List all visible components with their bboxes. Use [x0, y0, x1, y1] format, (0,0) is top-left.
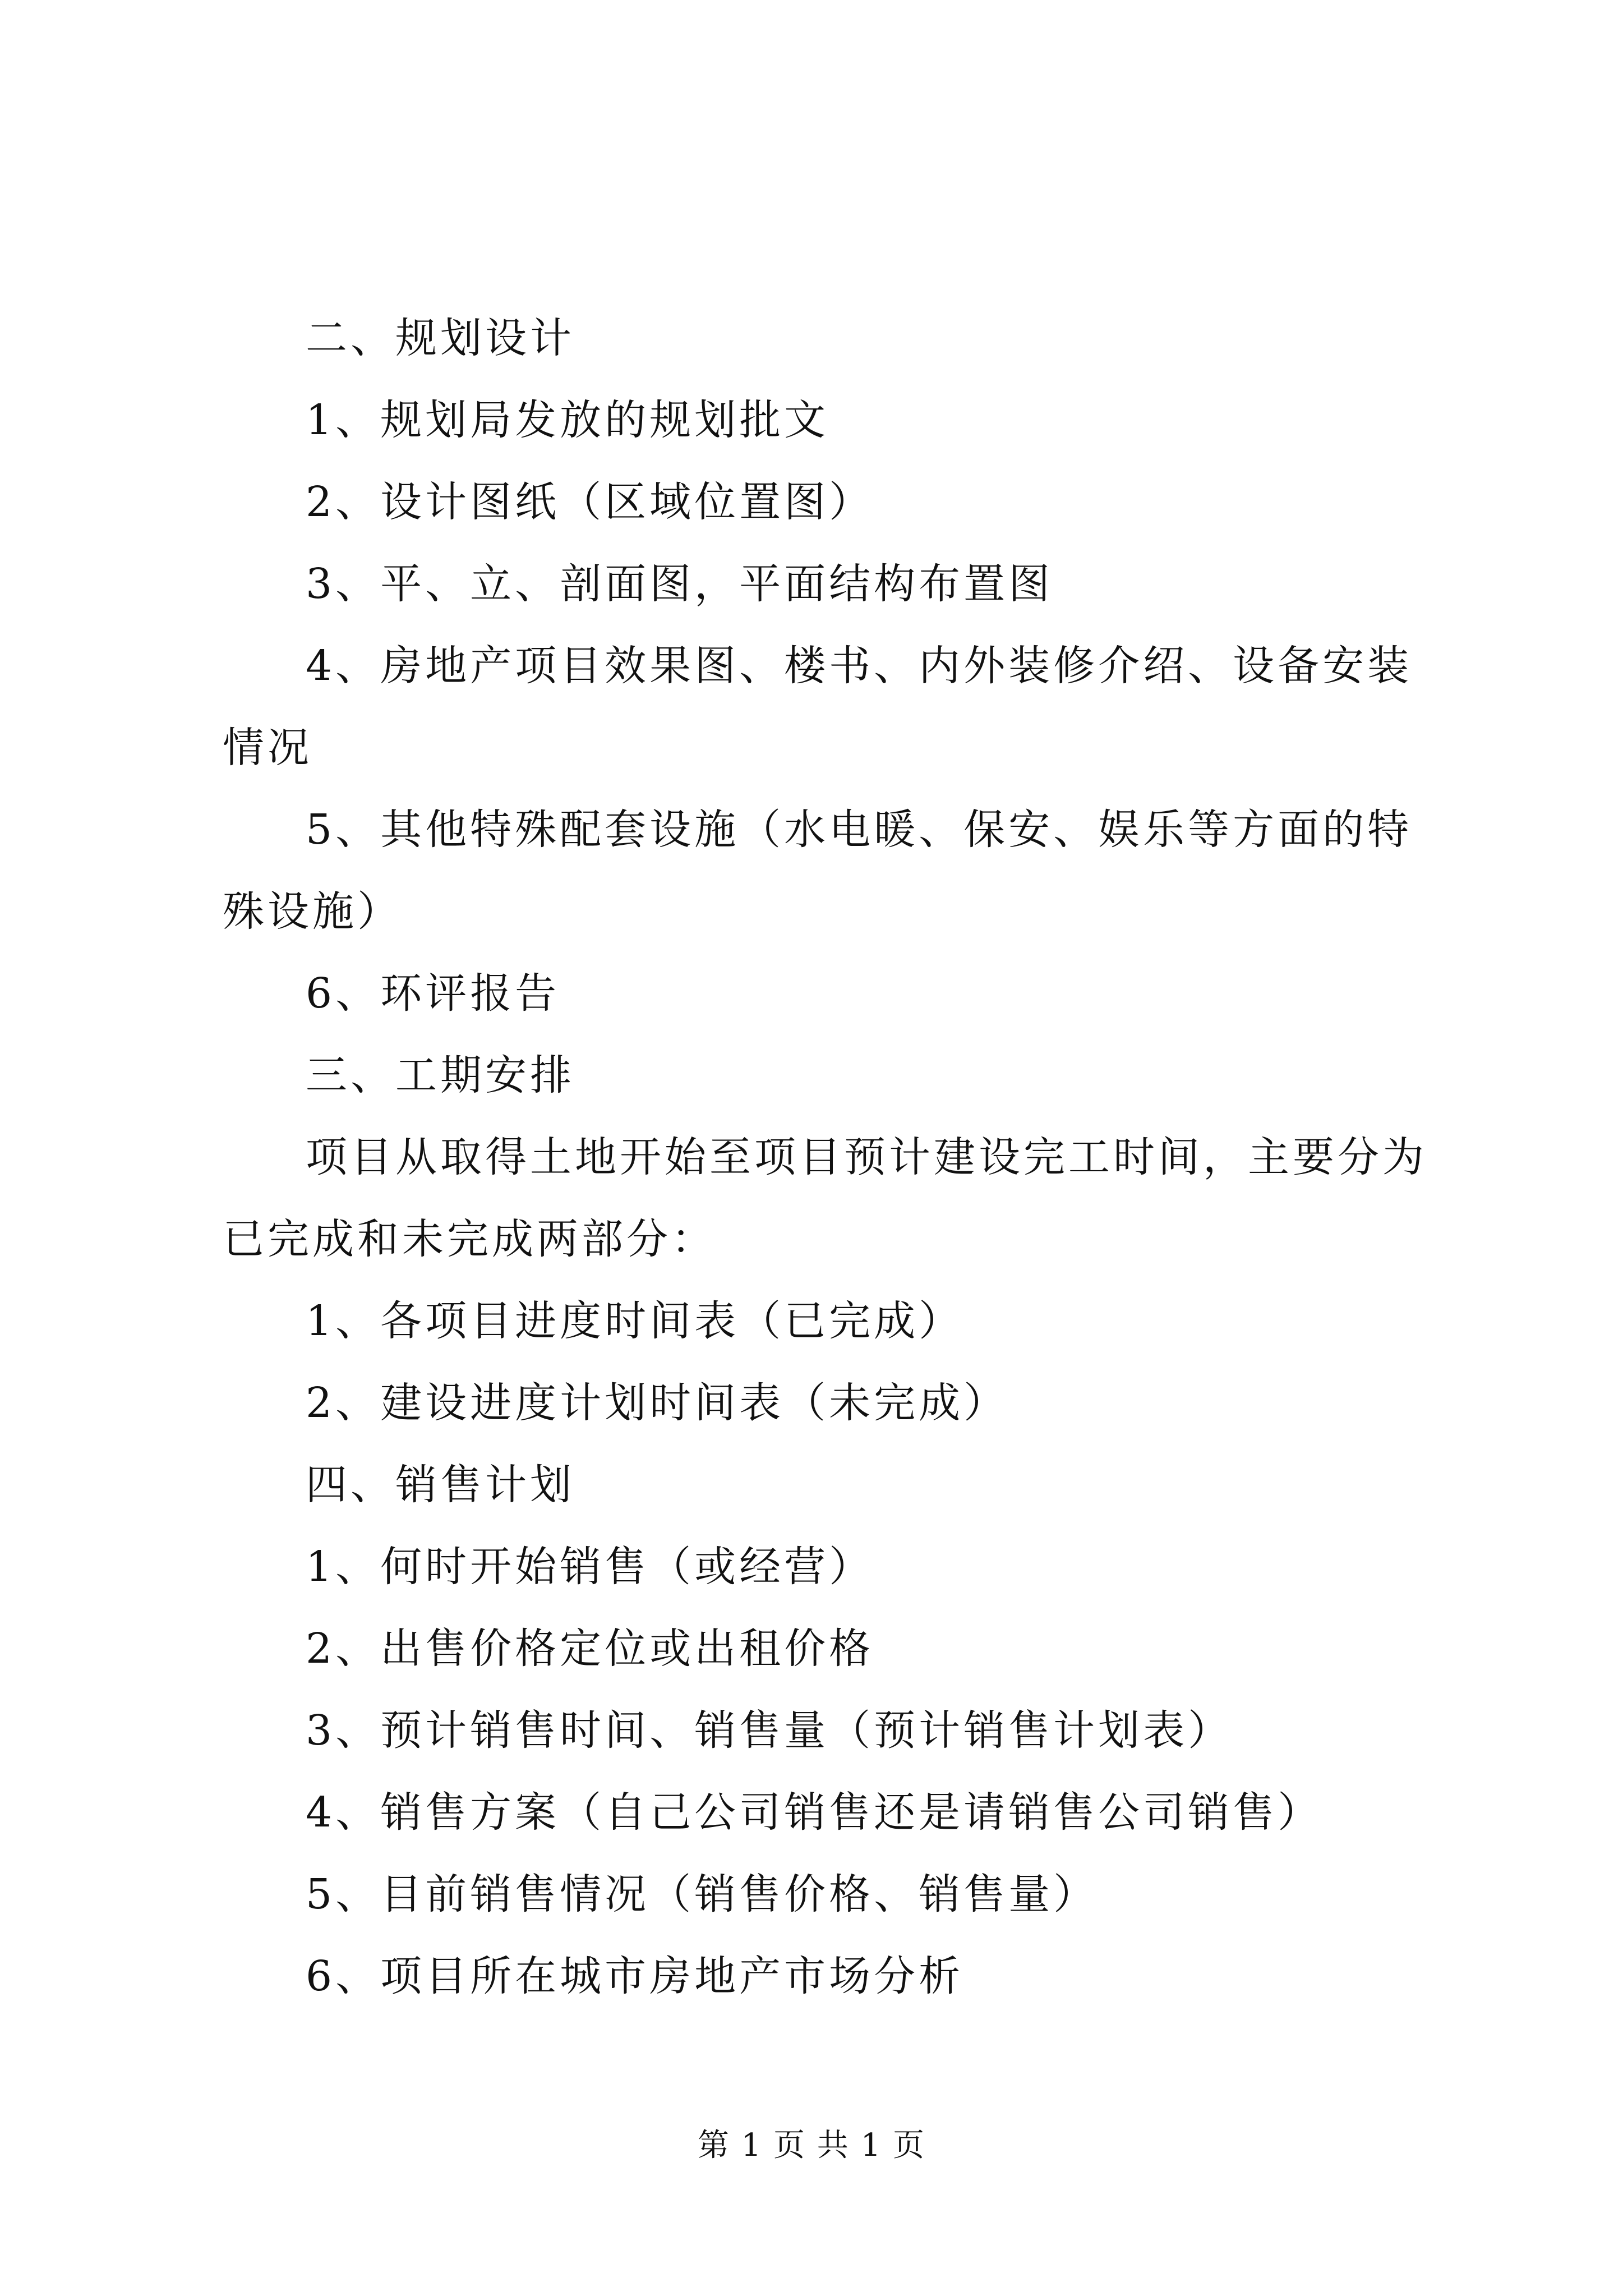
list-item: 2、设计图纸（区域位置图） [306, 478, 874, 526]
page-footer: 第 1 页 共 1 页 [697, 2127, 926, 2164]
section-heading-planning: 二、规划设计 [306, 314, 575, 362]
body-paragraph: 项目从取得土地开始至项目预计建设完工时间，主要分为已完成和未完成两部分： [223, 1133, 1427, 1263]
list-item: 1、何时开始销售（或经营） [306, 1543, 874, 1591]
section-heading-schedule: 三、工期安排 [306, 1051, 575, 1099]
list-item: 6、环评报告 [306, 969, 560, 1018]
list-item: 1、规划局发放的规划批文 [306, 396, 829, 444]
section-heading-sales: 四、销售计划 [306, 1461, 575, 1509]
list-item: 1、各项目进度时间表（已完成） [306, 1297, 964, 1345]
list-item: 2、建设进度计划时间表（未完成） [306, 1379, 1009, 1427]
document-body [223, 297, 1428, 2017]
list-item: 5、其他特殊配套设施（水电暖、保安、娱乐等方面的特殊设施） [223, 806, 1413, 936]
list-item: 4、销售方案（自己公司销售还是请销售公司销售） [306, 1788, 1323, 1837]
list-item: 3、预计销售时间、销售量（预计销售计划表） [306, 1706, 1233, 1755]
list-item: 3、平、立、剖面图，平面结构布置图 [306, 560, 1054, 608]
list-item: 4、房地产项目效果图、楼书、内外装修介绍、设备安装情况 [223, 642, 1413, 772]
list-item: 2、出售价格定位或出租价格 [306, 1625, 874, 1673]
list-item: 5、目前销售情况（销售价格、销售量） [306, 1870, 1099, 1918]
list-item: 6、项目所在城市房地产市场分析 [306, 1952, 964, 2000]
